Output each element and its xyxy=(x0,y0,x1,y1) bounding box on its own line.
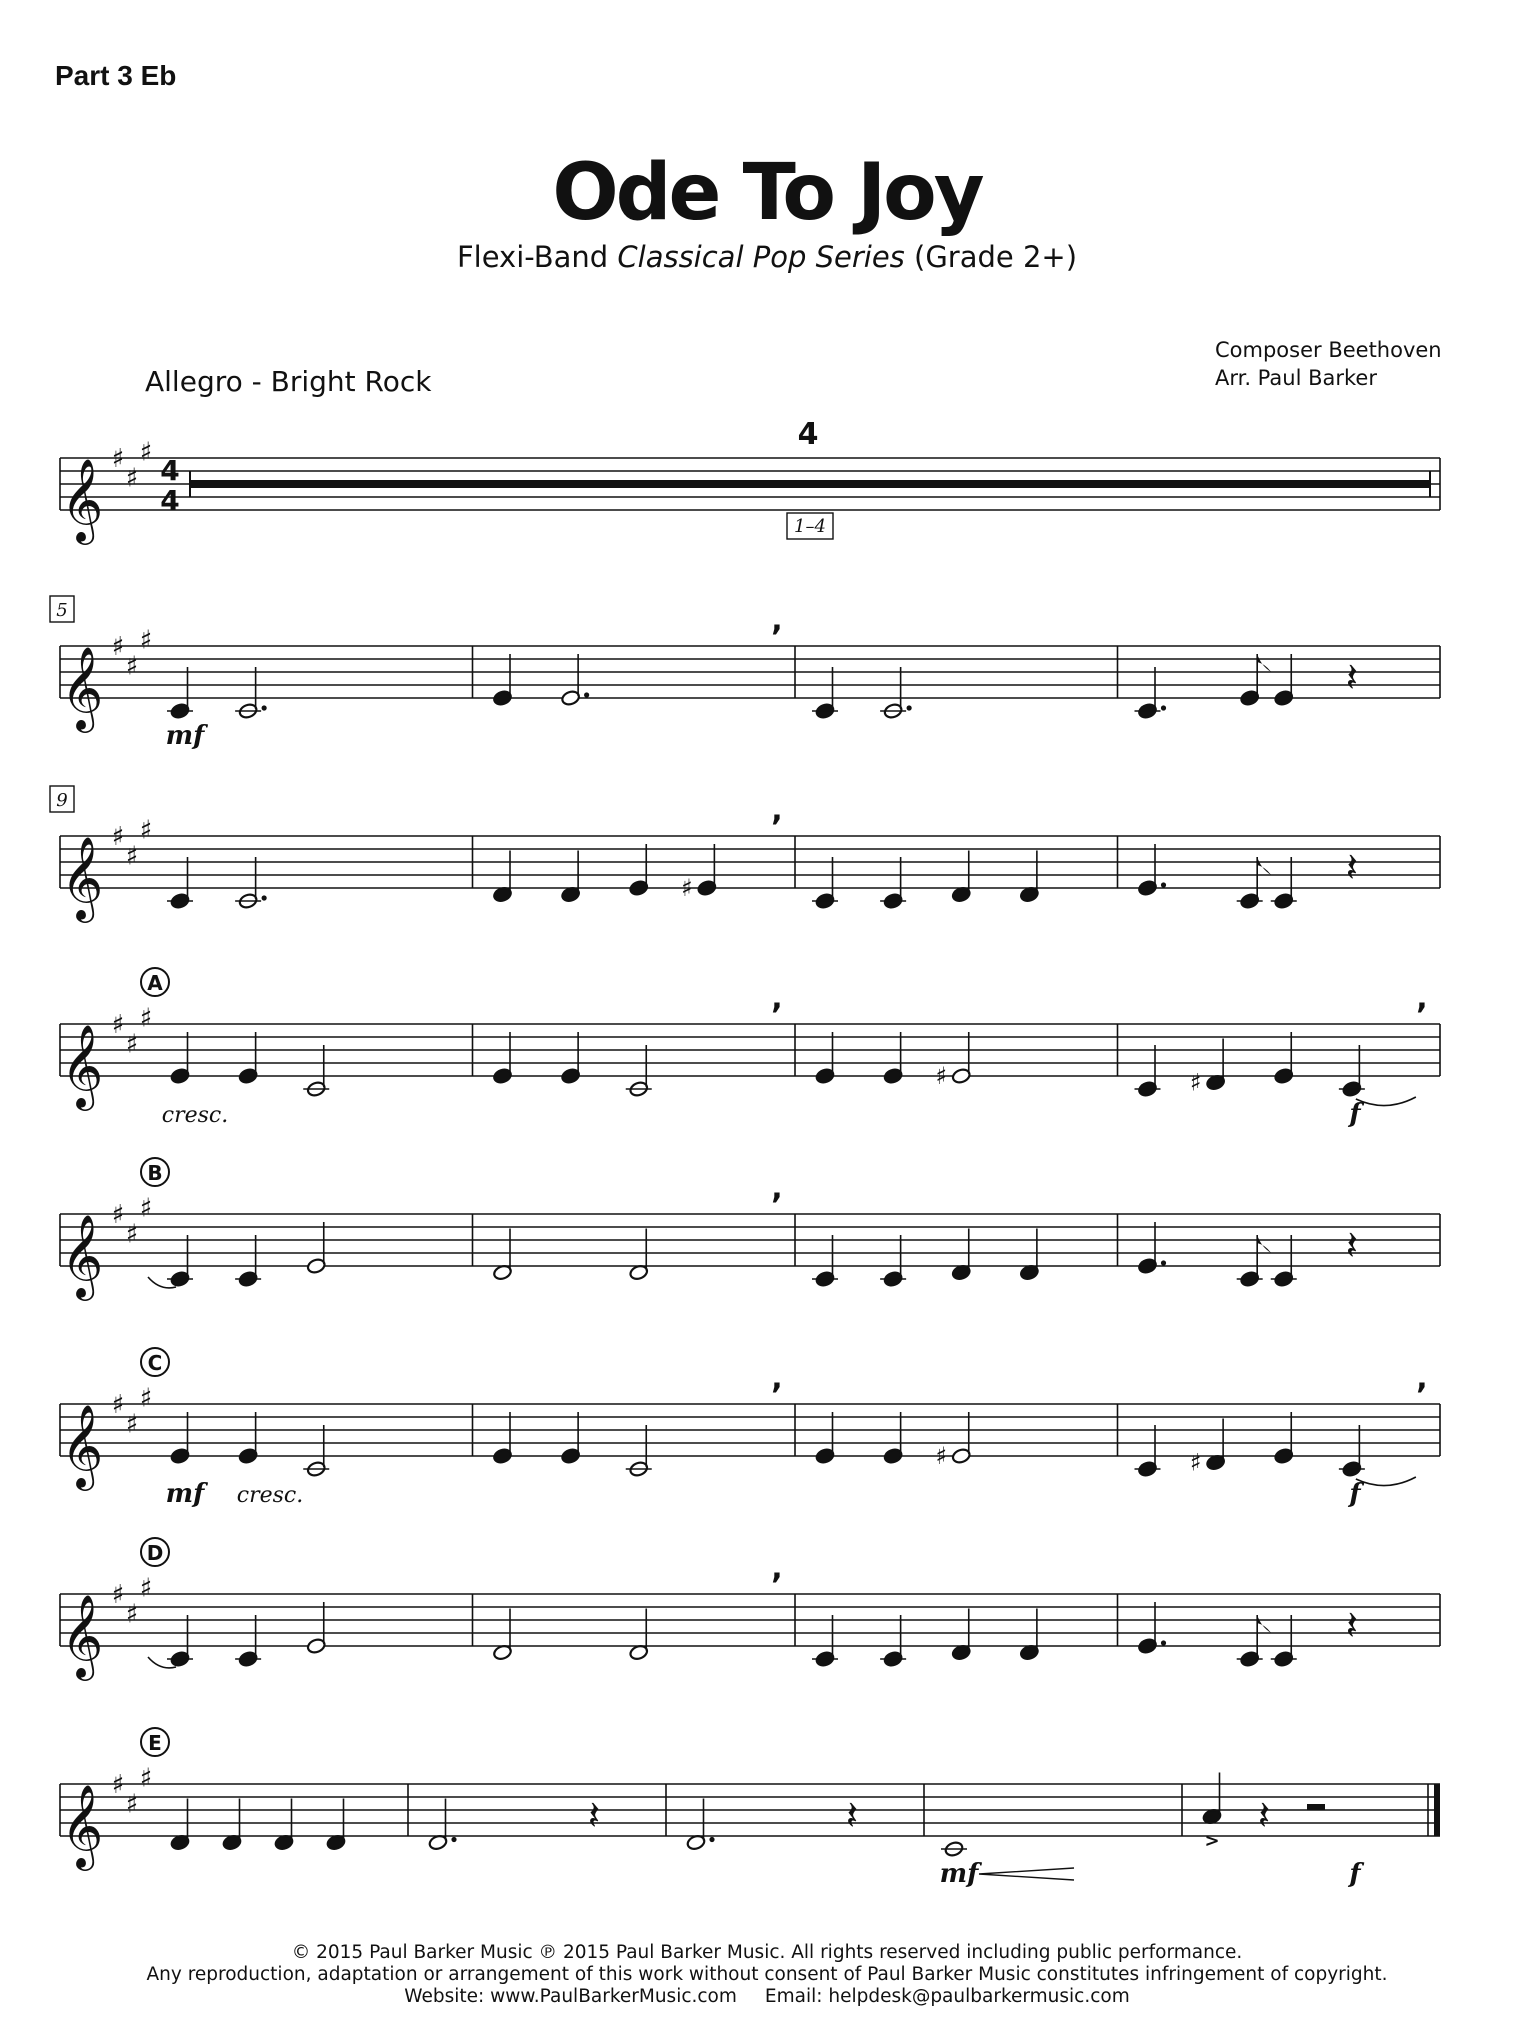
website: Website: www.PaulBarkerMusic.com xyxy=(404,1986,737,2007)
quarter-rest-icon: 𝄽 xyxy=(1345,1223,1358,1269)
augmentation-dot xyxy=(262,705,267,710)
infringement-line: Any reproduction, adaptation or arrangement of this work without consent of Paul Barker Music constitutes infringement of copyright. xyxy=(146,1964,1388,1985)
sharp-accidental-icon: ♯ xyxy=(935,1062,948,1090)
sharp-icon: ♯ xyxy=(139,437,153,468)
measure-number: 5 xyxy=(56,600,68,621)
crescendo-text: cresc. xyxy=(236,1483,304,1508)
tie xyxy=(1356,1477,1416,1486)
rehearsal-mark: C xyxy=(147,1351,163,1375)
subtitle-prefix: Flexi-Band xyxy=(456,240,618,274)
multirest-range: 1–4 xyxy=(794,516,826,537)
note-flag xyxy=(1257,857,1271,875)
sharp-icon: ♯ xyxy=(125,651,139,682)
sharp-icon: ♯ xyxy=(125,1599,139,1630)
composer-credit: Composer Beethoven xyxy=(1215,338,1442,362)
sharp-accidental-icon: ♯ xyxy=(681,874,693,902)
sharp-accidental-icon: ♯ xyxy=(1189,1448,1202,1477)
sharp-icon: ♯ xyxy=(139,1383,153,1414)
sharp-icon: ♯ xyxy=(139,625,153,656)
treble-clef-icon: 𝄞 xyxy=(60,1783,104,1867)
multirest-count: 4 xyxy=(797,417,819,452)
treble-clef-icon: 𝄞 xyxy=(60,1023,104,1107)
dynamic-f: f xyxy=(1349,1099,1361,1129)
sharp-icon: ♯ xyxy=(111,1770,125,1800)
time-sig-bottom: 4 xyxy=(160,484,180,517)
treble-clef-icon: 𝄞 xyxy=(60,645,104,729)
treble-clef-icon: 𝄞 xyxy=(60,1593,104,1677)
copyright-line: © 2015 Paul Barker Music ℗ 2015 Paul Barker Music. All rights reserved including public performance. xyxy=(291,1942,1243,1963)
time-sig-top: 4 xyxy=(160,454,180,487)
quarter-rest-icon: 𝄽 xyxy=(587,1793,601,1839)
rehearsal-mark: A xyxy=(147,971,163,995)
sharp-accidental-icon: ♯ xyxy=(1189,1068,1202,1097)
sharp-icon: ♯ xyxy=(139,1193,153,1224)
augmentation-dot xyxy=(907,705,912,710)
multirest-bar xyxy=(190,480,1430,488)
tempo-marking: Allegro - Bright Rock xyxy=(145,365,432,398)
crescendo-text: cresc. xyxy=(161,1103,229,1128)
measure-number: 9 xyxy=(56,790,68,811)
augmentation-dot xyxy=(709,1837,714,1842)
dynamic-mf: mf xyxy=(165,721,205,751)
rehearsal-mark: B xyxy=(147,1161,163,1185)
sharp-icon: ♯ xyxy=(125,1409,139,1440)
quarter-rest-icon: 𝄽 xyxy=(1345,845,1358,891)
note-flag xyxy=(1257,654,1271,672)
breath-mark: , xyxy=(1416,981,1428,1016)
breath-mark: , xyxy=(771,1551,783,1586)
final-barline xyxy=(1434,1784,1440,1836)
tie xyxy=(1356,1097,1416,1106)
sharp-icon: ♯ xyxy=(139,815,153,846)
sharp-icon: ♯ xyxy=(139,1003,153,1034)
quarter-rest-icon: 𝄽 xyxy=(1345,655,1358,701)
sharp-icon: ♯ xyxy=(125,1219,139,1250)
augmentation-dot xyxy=(1161,1260,1166,1265)
treble-clef-icon: 𝄞 xyxy=(60,835,104,919)
dynamic-mf: mf xyxy=(939,1859,979,1889)
sharp-icon: ♯ xyxy=(111,1580,125,1610)
contact-line xyxy=(0,1986,1534,2008)
augmentation-dot xyxy=(1161,882,1166,887)
augmentation-dot xyxy=(584,692,589,697)
breath-mark: , xyxy=(771,1171,783,1206)
footer xyxy=(0,1942,1534,2008)
arranger-credit: Arr. Paul Barker xyxy=(1215,366,1377,390)
augmentation-dot xyxy=(451,1837,456,1842)
sharp-accidental-icon: ♯ xyxy=(935,1442,948,1470)
part-label: Part 3 Eb xyxy=(55,60,177,91)
note-flag xyxy=(1257,1615,1271,1633)
sharp-icon: ♯ xyxy=(125,841,139,872)
crescendo-hairpin xyxy=(979,1868,1074,1880)
sharp-icon: ♯ xyxy=(111,632,125,662)
augmentation-dot xyxy=(1161,705,1166,710)
augmentation-dot xyxy=(262,895,267,900)
sharp-icon: ♯ xyxy=(125,1029,139,1060)
rehearsal-mark: D xyxy=(146,1541,164,1565)
email: Email: helpdesk@paulbarkermusic.com xyxy=(764,1986,1130,2007)
rehearsal-mark: E xyxy=(148,1731,162,1755)
breath-mark: , xyxy=(771,1361,783,1396)
breath-mark: , xyxy=(771,793,783,828)
sharp-icon: ♯ xyxy=(111,444,125,474)
dynamic-mf: mf xyxy=(165,1479,205,1509)
quarter-rest-icon: 𝄽 xyxy=(1257,1793,1271,1839)
sharp-icon: ♯ xyxy=(125,1789,139,1820)
quarter-rest-icon: 𝄽 xyxy=(845,1793,859,1839)
sharp-icon: ♯ xyxy=(111,822,125,852)
treble-clef-icon: 𝄞 xyxy=(60,1213,104,1297)
accent-mark: > xyxy=(1204,1830,1220,1852)
sharp-icon: ♯ xyxy=(125,463,139,494)
breath-mark: , xyxy=(771,603,783,638)
sharp-icon: ♯ xyxy=(111,1390,125,1420)
sharp-icon: ♯ xyxy=(111,1200,125,1230)
subtitle-grade: (Grade 2+) xyxy=(904,240,1078,274)
quarter-rest-icon: 𝄽 xyxy=(1345,1603,1358,1649)
treble-clef-icon: 𝄞 xyxy=(60,1403,104,1487)
sharp-icon: ♯ xyxy=(139,1763,153,1794)
sharp-icon: ♯ xyxy=(139,1573,153,1604)
breath-mark: , xyxy=(771,981,783,1016)
half-rest xyxy=(1307,1804,1325,1810)
subtitle-series: Classical Pop Series xyxy=(617,240,905,274)
dynamic-f: f xyxy=(1349,1479,1361,1509)
augmentation-dot xyxy=(1161,1640,1166,1645)
note-flag xyxy=(1257,1235,1271,1253)
treble-clef-icon: 𝄞 xyxy=(60,457,104,541)
dynamic-f: f xyxy=(1349,1859,1361,1889)
page-title: Ode To Joy xyxy=(552,148,982,238)
sharp-icon: ♯ xyxy=(111,1010,125,1040)
breath-mark: , xyxy=(1416,1361,1428,1396)
